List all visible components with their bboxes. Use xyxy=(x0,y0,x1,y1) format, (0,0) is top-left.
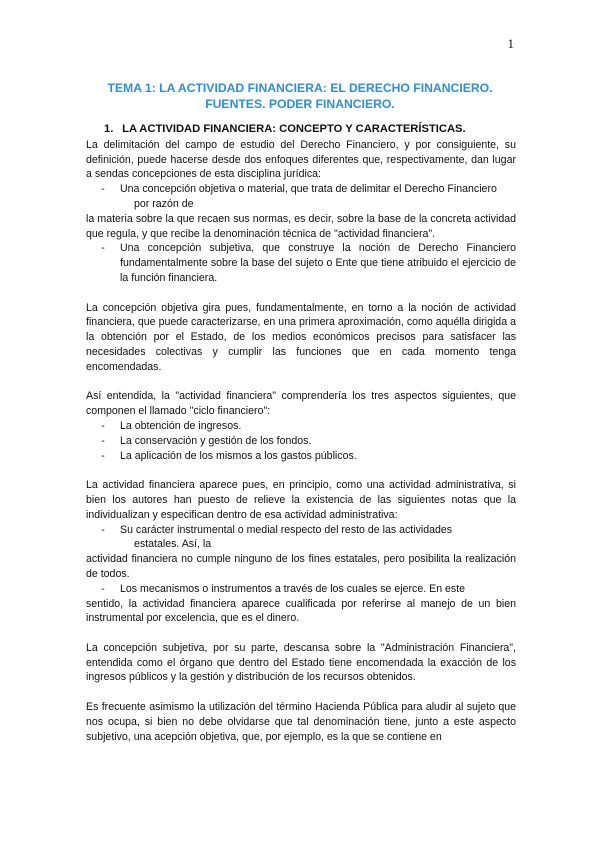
dash-marker: - xyxy=(101,434,105,447)
dash-marker: - xyxy=(101,183,105,196)
bullet-text: Una concepción subjetiva, que construye la noción de Derecho Financiero fundamentalmente sobre la base del sujeto o Ente que tiene atribuido el ejercicio de la función financiera. xyxy=(120,242,516,284)
document-title xyxy=(0,80,600,112)
note-continuation: sentido, la actividad financiera aparece cualificada por referirse al manejo de un bien instrumental por excelencia, que es el dinero. xyxy=(86,597,516,625)
section-heading-text: LA ACTIVIDAD FINANCIERA: CONCEPTO Y CARACTERÍSTICAS. xyxy=(122,123,466,135)
note-text: Su carácter instrumental o medial respecto del resto de las actividades xyxy=(120,523,453,536)
intro-paragraph: La delimitación del campo de estudio del Derecho Financiero, y por consiguiente, su definición, puede hacerse desde dos enfoques diferentes que, respectivamente, dan lugar a sendas concepciones de esta disciplina jurídica: xyxy=(86,138,516,181)
note-text: Los mecanismos o instrumentos a través de los cuales se ejerce. En este xyxy=(120,582,466,595)
cycle-item: La aplicación de los mismos a los gastos públicos. xyxy=(120,449,357,462)
paragraph-hacienda: Es frecuente asimismo la utilización del término Hacienda Pública para aludir al sujeto que nos ocupa, si bien no debe olvidarse que tal denominación tiene, junto a este aspecto subjetivo, una acepción objetiva, que, por ejemplo, es la que se contiene en xyxy=(86,701,516,743)
paragraph-objective: La concepción objetiva gira pues, fundamentalmente, en torno a la noción de actividad financiera, que puede caracterizarse, en una primera aproximación, como aquélla dirigida a la obtención por el Estado, de los medios económicos precisos para satisfacer las necesidades colectivas y cumplir las funciones que en cada momento tenga encomendadas. xyxy=(86,301,516,373)
section-heading xyxy=(104,122,516,137)
title-line-2: FUENTES. PODER FINANCIERO. xyxy=(205,97,395,111)
list-item xyxy=(86,523,516,538)
cycle-item: La conservación y gestión de los fondos. xyxy=(120,434,312,447)
list-item xyxy=(86,182,516,197)
document-body xyxy=(86,122,516,744)
dash-marker: - xyxy=(101,449,105,462)
dash-marker: - xyxy=(101,582,105,595)
list-item xyxy=(86,582,516,597)
list-item xyxy=(86,449,516,464)
paragraph-notes: La actividad financiera aparece pues, en principio, como una actividad administrativa, si bien los autores han puesto de relieve la existencia de las siguientes notas que la individualizan y especifican dentro de esa actividad administrativa: xyxy=(86,479,516,521)
dash-marker: - xyxy=(101,523,105,536)
paragraph-cycle: Así entendida, la "actividad financiera" comprendería los tres aspectos siguientes, que componen el llamado "ciclo financiero": xyxy=(86,390,516,418)
bullet-wrap: por razón de xyxy=(134,197,194,210)
note-wrap: estatales. Así, la xyxy=(134,538,212,551)
dash-marker: - xyxy=(101,419,105,432)
title-line-1: TEMA 1: LA ACTIVIDAD FINANCIERA: EL DERECHO FINANCIERO. xyxy=(107,81,493,95)
note-continuation: actividad financiera no cumple ninguno de los fines estatales, pero posibilita la realización de todos. xyxy=(86,553,516,580)
page-number: 1 xyxy=(507,36,514,51)
cycle-item: La obtención de ingresos. xyxy=(120,419,242,432)
list-item xyxy=(86,419,516,434)
paragraph-subjective: La concepción subjetiva, por su parte, descansa sobre la "Administración Financiera", entendida como el órgano que dentro del Estado tiene encomendada la exacción de los ingresos públicos y la gestión y distribución de los recursos obtenidos. xyxy=(86,641,516,684)
section-number: 1. xyxy=(104,123,114,135)
dash-marker: - xyxy=(101,242,105,255)
bullet-text: Una concepción objetiva o material, que trata de delimitar el Derecho Financiero xyxy=(120,183,497,196)
list-item xyxy=(86,434,516,449)
list-item xyxy=(86,241,516,285)
bullet-continuation: la materia sobre la que recaen sus normas, es decir, sobre la base de la concreta actividad que regula, y que recibe la denominación técnica de "actividad financiera". xyxy=(86,212,516,240)
